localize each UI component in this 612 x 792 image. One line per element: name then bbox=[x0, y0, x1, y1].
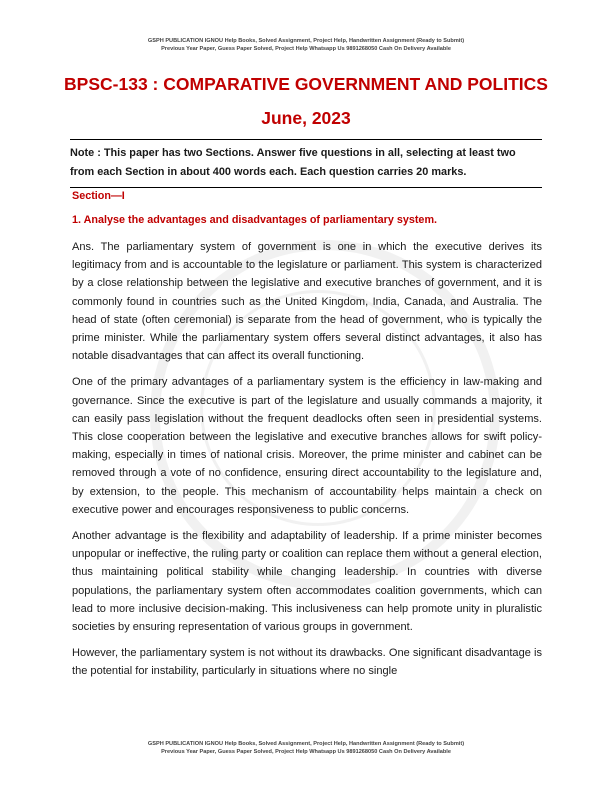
header-line-2: Previous Year Paper, Guess Paper Solved, Project Help Whatsapp Us 9891268050 Cash On Delivery Available bbox=[161, 46, 451, 52]
answer-paragraph: Ans. The parliamentary system of government is one in which the executive derives its legitimacy from and is accountable to the legislature or parliament. This system is characterized by a close relationship between the legislative and executive branches of government, and it is commonly found in countries such as the United Kingdom, India, Canada, and Australia. The head of state (often ceremonial) is separate from the head of government, who is typically the prime minister. While the parliamentary system offers several distinct advantages, it also has notable disadvantages that can affect its overall functioning. bbox=[72, 241, 542, 363]
answer-body bbox=[72, 238, 542, 689]
section-heading: Section—I bbox=[72, 190, 125, 202]
footer-line-1: GSPH PUBLICATION IGNOU Help Books, Solved Assignment, Project Help, Handwritten Assignment (Ready to Submit) bbox=[147, 741, 465, 747]
exam-date: June, 2023 bbox=[261, 108, 351, 128]
header-line-1: GSPH PUBLICATION IGNOU Help Books, Solved Assignment, Project Help, Handwritten Assignment (Ready to Submit) bbox=[147, 38, 465, 44]
instructions-note: Note : This paper has two Sections. Answer five questions in all, selecting at least two from each Section in about 400 words each. Each question carries 20 marks. bbox=[70, 139, 542, 188]
answer-paragraph: One of the primary advantages of a parliamentary system is the efficiency in law-making and governance. Since the executive is part of the legislature and usually commands a majority, it can easily pass legislation without the frequent deadlocks often seen in presidential systems. This close cooperation between the legislative and executive branches allows for swift policy-making, especially in times of national crisis. Moreover, the prime minister and cabinet can be removed through a vote of no confidence, ensuring direct accountability to the legislature and, by extension, to the people. This mechanism of accountability helps maintain a check on executive power and encourages responsiveness to public concerns. bbox=[72, 376, 542, 516]
answer-paragraph: Another advantage is the flexibility and adaptability of leadership. If a prime minister becomes unpopular or ineffective, the ruling party or coalition can replace them without a general election, thus maintaining political stability while changing leadership. In countries with diverse populations, the parliamentary system often accommodates coalition governments, which can lead to more inclusive decision-making. This inclusiveness can help promote unity in pluralistic societies by ensuring representation of various groups in government. bbox=[72, 530, 542, 634]
page-header bbox=[0, 37, 612, 53]
footer-line-2: Previous Year Paper, Guess Paper Solved, Project Help Whatsapp Us 9891268050 Cash On Delivery Available bbox=[161, 749, 451, 755]
answer-paragraph: However, the parliamentary system is not without its drawbacks. One significant disadvantage is the potential for instability, particularly in situations where no single bbox=[72, 647, 542, 678]
page-footer bbox=[0, 740, 612, 756]
question-heading: 1. Analyse the advantages and disadvantages of parliamentary system. bbox=[72, 214, 438, 226]
paper-title: BPSC-133 : COMPARATIVE GOVERNMENT AND POLITICS bbox=[64, 74, 548, 94]
